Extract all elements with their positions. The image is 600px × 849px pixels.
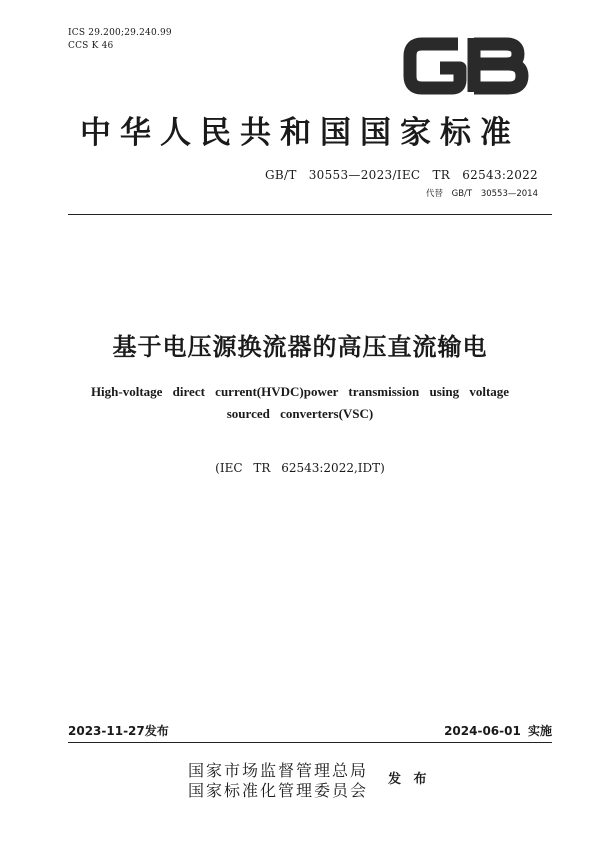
implementation-date: 2024-06-01 实施 bbox=[444, 724, 552, 738]
divider-bottom bbox=[68, 742, 552, 743]
document-title-english-line1: High-voltage direct current(HVDC)power transmission using voltage bbox=[90, 384, 510, 399]
divider-top bbox=[68, 214, 552, 215]
ccs-code: CCS K 46 bbox=[68, 41, 114, 51]
issuer-sac: 国家标准化管理委员会 bbox=[188, 781, 369, 800]
document-title-chinese: 基于电压源换流器的高压直流输电 bbox=[112, 333, 488, 361]
issue-date: 2023-11-27发布 bbox=[68, 724, 169, 738]
standard-number: GB/T 30553—2023/IEC TR 62543:2022 bbox=[264, 168, 538, 182]
gb-logo bbox=[402, 30, 530, 100]
publish-label: 发 布 bbox=[388, 772, 427, 787]
country-standard-title: 中华人民共和国国家标准 bbox=[80, 115, 520, 151]
document-title-english-line2: sourced converters(VSC) bbox=[226, 406, 374, 421]
adoption-note: (IEC TR 62543:2022,IDT) bbox=[215, 461, 385, 475]
issuer-samr: 国家市场监督管理总局 bbox=[188, 761, 369, 780]
replaces-standard: 代替 GB/T 30553—2014 bbox=[425, 189, 538, 199]
ics-code: ICS 29.200;29.240.99 bbox=[68, 28, 172, 38]
